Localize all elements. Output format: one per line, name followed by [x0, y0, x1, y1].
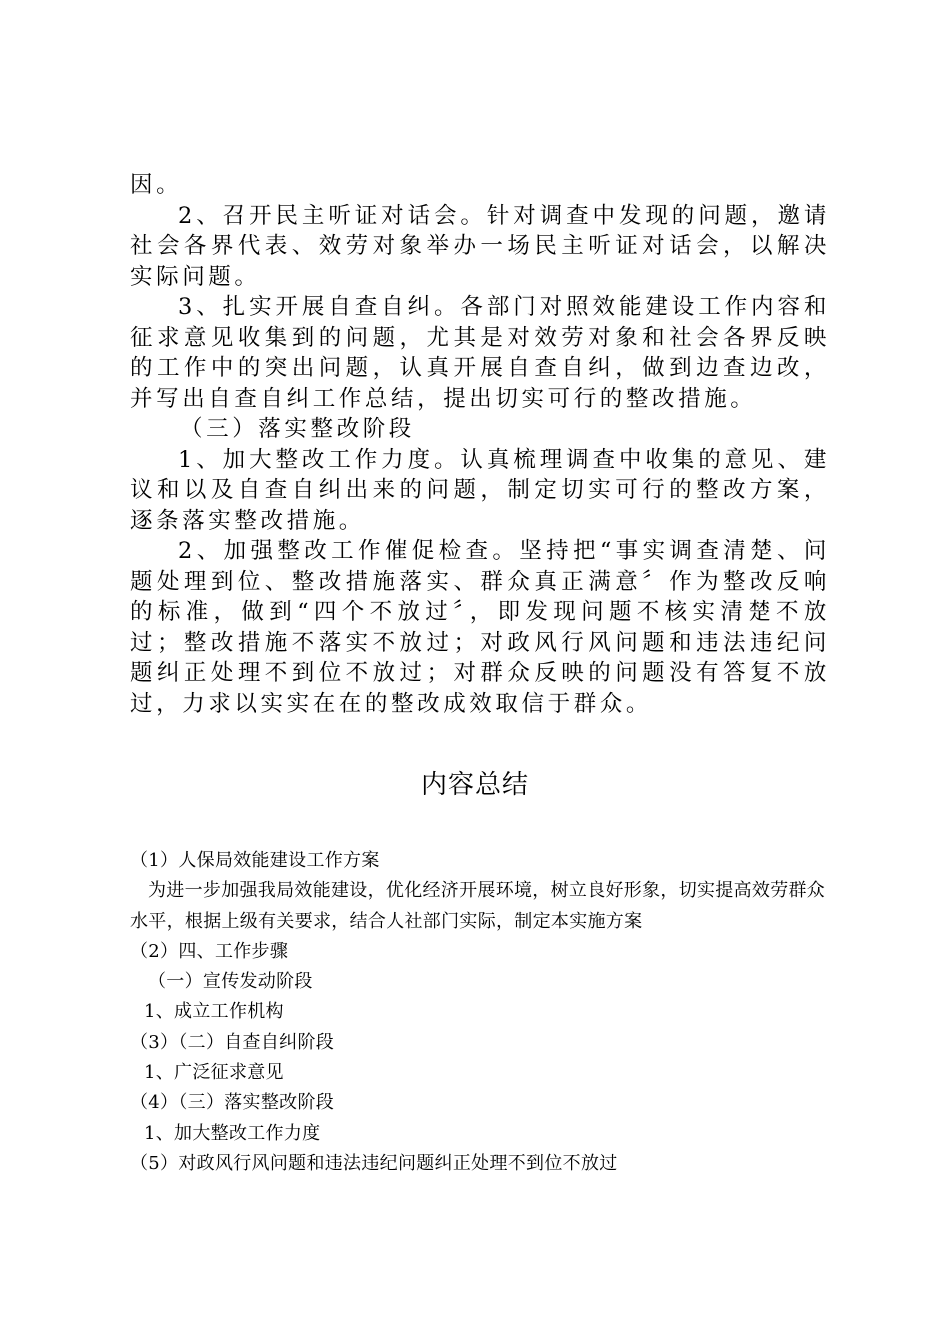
section-heading-rectification: （三）落实整改阶段: [180, 416, 415, 442]
summary-item: （一）宣传发动阶段: [148, 971, 313, 993]
paragraph-hearing: 2、召开民主听证对话会。针对调查中发现的问题，邀请社会各界代表、效劳对象举办一场民主听证对话会，以解决实际问题。: [130, 202, 830, 290]
body-text: [130, 170, 830, 719]
paragraph-self-check: 3、扎实开展自查自纠。各部门对照效能建设工作内容和征求意见收集到的问题，尤其是对效劳对象和社会各界反映的工作中的突出问题，认真开展自查自纠，做到边查边改，并写出自查自纠工作总结，提出切实可行的整改措施。: [130, 294, 830, 412]
summary-item: 1、成立工作机构: [144, 1001, 284, 1023]
summary-item: 1、加大整改工作力度: [144, 1122, 321, 1144]
summary-item: （4）（三）落实整改阶段: [130, 1092, 335, 1114]
summary-item: （2）四、工作步骤: [130, 940, 289, 962]
summary-item: （3）（二）自查自纠阶段: [130, 1031, 335, 1053]
summary-item: 为进一步加强我局效能建设，优化经济开展环境，树立良好形象，切实提高效劳群众水平，根据上级有关要求，结合人社部门实际，制定本实施方案: [130, 880, 826, 932]
paragraph-continuation: 因。: [130, 172, 183, 198]
paragraph-rectification-supervision: 2、加强整改工作催促检查。坚持把“事实调查清楚、问题处理到位、整改措施落实、群众真正满意〞作为整改反响的标准，做到“四个不放过〞，即发现问题不核实清楚不放过；整改措施不落实不放过；对政风行风问题和违法违纪问题纠正处理不到位不放过；对群众反映的问题没有答复不放过，力求以实实在在的整改成效取信于群众。: [130, 538, 830, 717]
summary-list: [130, 846, 840, 1179]
summary-item: 1、广泛征求意见: [144, 1062, 284, 1084]
summary-item: （1）人保局效能建设工作方案: [130, 850, 380, 871]
paragraph-rectification-effort: 1、加大整改工作力度。认真梳理调查中收集的意见、建议和以及自查自纠出来的问题，制定切实可行的整改方案，逐条落实整改措施。: [130, 446, 830, 534]
summary-item: （5）对政风行风问题和违法违纪问题纠正处理不到位不放过: [130, 1152, 618, 1174]
summary-title: 内容总结: [420, 770, 529, 800]
